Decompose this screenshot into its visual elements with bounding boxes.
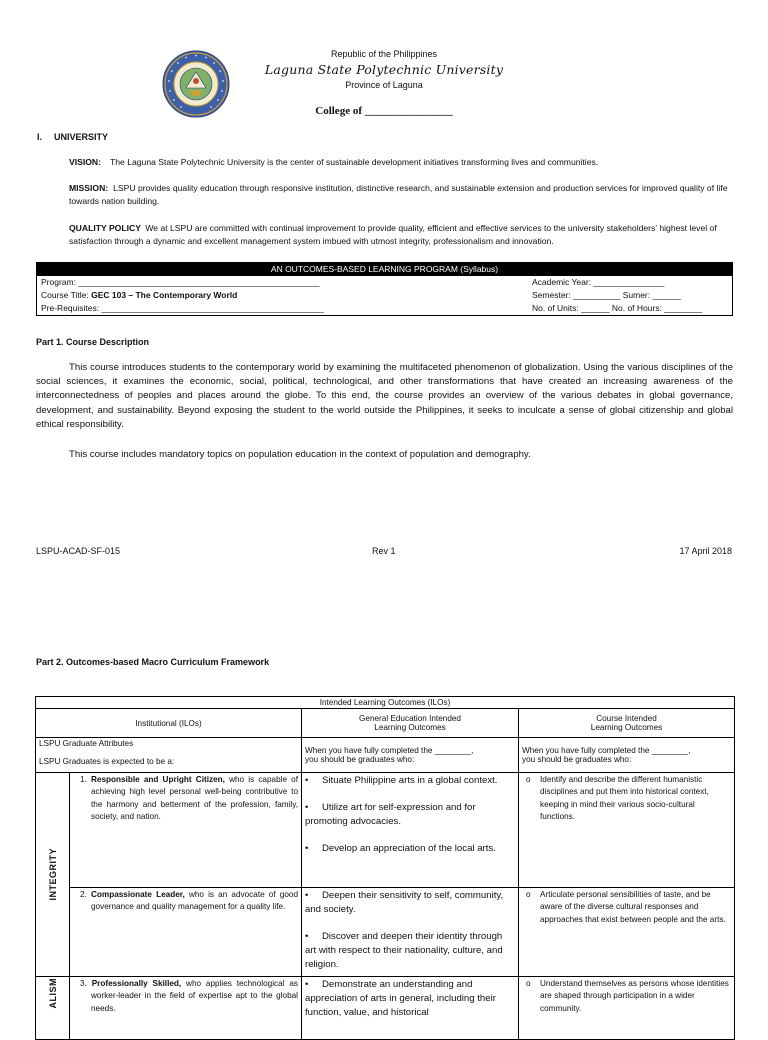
general-ed-completion-line2: you should be graduates who: [305, 755, 415, 764]
part2-heading: Part 2. Outcomes-based Macro Curriculum Framework [36, 657, 270, 667]
col-general-ed-line1: General Education Intended [359, 714, 461, 723]
course-completion-cell [519, 738, 735, 773]
ilo-number: 2. [80, 890, 87, 899]
bullet-icon: • [305, 775, 309, 786]
list-item: o Identify and describe the different humanistic disciplines and put them into historical context, keeping in mind their various socio-cultural functions. [526, 775, 709, 822]
mission-paragraph [69, 182, 733, 208]
republic-line: Republic of the Philippines [330, 49, 438, 59]
list-item: o Articulate personal sensibilities of taste, and be aware of the diverse cultural responses and approaches that exist between people and the arts. [526, 890, 726, 924]
col-institutional-header: Institutional (ILOs) [36, 709, 302, 738]
course-description: This course introduces students to the contemporary world by examining the multifaceted phenomenon of globalization. Using the various disciplines of the social sciences, it examines the economic, social, political, technological, and other transformations that have created an increasing awareness of the interconnectedness of peoples and places around the globe. To this end, the course provides an overview of the various debates in global governance, development, and sustainability. Beyond exposing the student to the world outside the Philippines, it seeks to inculcate a sense of global citizenship and global ethical responsibility. [36, 362, 733, 430]
col-general-ed-header [302, 709, 519, 738]
circle-marker-icon: o [526, 775, 531, 784]
semester-field: Semester: __________ Sumer: ______ [532, 290, 681, 300]
prerequisites-field: Pre-Requisites: _______________________________________________ [41, 303, 324, 313]
col-general-ed-line2: Learning Outcomes [374, 723, 446, 732]
ilo-text: who is capable of achieving high level personal well-being contributive to the harmony and betterment of the profession, family, society, and nation. [91, 775, 298, 822]
course-completion-line2: you should be graduates who: [522, 755, 632, 764]
quality-policy-paragraph [69, 222, 733, 248]
course-outcomes-3 [519, 977, 735, 1040]
graduate-attributes-subtitle: LSPU Graduates is expected to be a: [39, 757, 175, 766]
form-code: LSPU-ACAD-SF-015 [36, 546, 121, 556]
integrity-cell [36, 773, 70, 977]
ilo-table [35, 696, 735, 1040]
institutional-ilo-2 [70, 888, 302, 977]
quality-policy-text: We at LSPU are committed with continual improvement to provide quality, efficient and effective services to the university stakeholders' highest level of satisfaction through a dynamic and excellent management system imbued with utmost integrity, professionalism and innovation. [69, 223, 717, 246]
course-title-field [41, 290, 237, 300]
professionalism-label: ALISM [47, 978, 58, 1009]
bullet-icon: • [305, 802, 309, 813]
revision-label: Rev 1 [372, 546, 396, 556]
vision-text: The Laguna State Polytechnic University is the center of sustainable development initiatives transforming lives and communities. [110, 157, 599, 167]
general-ed-outcomes-2 [302, 888, 519, 977]
university-name: Laguna State Polytechnic University [264, 62, 504, 77]
course-outcomes-1 [519, 773, 735, 888]
circle-marker-icon: o [526, 890, 531, 899]
list-item: • Discover and deepen their identity through art with respect to their nationality, culture, and religion. [305, 931, 503, 970]
quality-policy-label: QUALITY POLICY [69, 223, 141, 233]
ilo-title: Responsible and Upright Citizen, [91, 775, 225, 784]
graduate-attributes-cell [36, 738, 302, 773]
bullet-icon: • [305, 890, 309, 901]
ilo-top-header-row [36, 697, 735, 709]
mandatory-topics-note: This course includes mandatory topics on population education in the context of population and demography. [69, 449, 531, 460]
col-course-header [519, 709, 735, 738]
circle-marker-icon: o [526, 979, 531, 988]
table-row [36, 773, 735, 888]
institutional-ilo-1 [70, 773, 302, 888]
general-ed-completion-cell [302, 738, 519, 773]
list-item: • Demonstrate an understanding and appreciation of arts in general, including their function, value, and historical [305, 979, 496, 1018]
bullet-icon: • [305, 931, 309, 942]
col-course-line2: Learning Outcomes [590, 723, 663, 732]
syllabus-title: AN OUTCOMES-BASED LEARNING PROGRAM (Syllabus) [37, 263, 732, 276]
ilo-column-header-row [36, 709, 735, 738]
section-university-heading [37, 132, 108, 142]
professionalism-cell [36, 977, 70, 1040]
syllabus-info-box [36, 262, 733, 316]
col-course-line1: Course Intended [596, 714, 657, 723]
ilo-text: who applies technological as worker-leader in the field of expertise apt to the global needs. [91, 979, 299, 1013]
course-completion-line1: When you have fully completed the ________, [522, 746, 691, 755]
mission-text: LSPU provides quality education through responsive institution, distinctive research, and sustainable extension and production services for improved quality of life towards nation building. [69, 183, 728, 206]
course-title-value: GEC 103 – The Contemporary World [91, 290, 238, 300]
section-number: I. [37, 132, 43, 142]
graduate-attributes-row [36, 738, 735, 773]
bullet-icon: • [305, 843, 309, 854]
ilo-number: 1. [80, 775, 87, 784]
vision-paragraph [69, 156, 733, 169]
general-ed-outcomes-1 [302, 773, 519, 888]
course-outcomes-2 [519, 888, 735, 977]
units-hours-field: No. of Units: ______ No. of Hours: ________ [532, 303, 703, 313]
revision-date: 17 April 2018 [679, 546, 732, 556]
province-line: Province of Laguna [345, 80, 423, 90]
college-line: College of ________________ [315, 105, 453, 117]
table-row [36, 888, 735, 977]
general-ed-outcomes-3 [302, 977, 519, 1040]
section-title: UNIVERSITY [54, 132, 109, 142]
course-title-label: Course Title: [41, 290, 92, 300]
ilo-title: Compassionate Leader, [91, 890, 185, 899]
part1-heading: Part 1. Course Description [36, 337, 150, 347]
ilo-text: who is an advocate of good governance and quality management for a quality life. [91, 890, 298, 912]
academic-year-field: Academic Year: _______________ [532, 277, 665, 287]
list-item: • Situate Philippine arts in a global context. [305, 775, 498, 786]
ilo-title: Professionally Skilled, [91, 979, 182, 988]
bullet-icon: • [305, 979, 309, 990]
mission-label: MISSION: [69, 183, 109, 193]
program-field: Program: ___________________________________________________ [41, 277, 320, 287]
list-item: • Develop an appreciation of the local arts. [305, 843, 496, 854]
vision-label: VISION: [69, 157, 101, 167]
general-ed-completion-line1: When you have fully completed the ________, [305, 746, 474, 755]
table-row [36, 977, 735, 1040]
list-item: • Deepen their sensitivity to self, community, and society. [305, 890, 504, 915]
ilo-number: 3. [80, 979, 87, 988]
graduate-attributes-title: LSPU Graduate Attributes [39, 739, 134, 748]
integrity-label: INTEGRITY [47, 848, 58, 901]
list-item: o Understand themselves as persons whose identities are shaped through participation in a wider community. [526, 979, 729, 1013]
list-item: • Utilize art for self-expression and for promoting advocacies. [305, 802, 476, 827]
ilo-top-header: Intended Learning Outcomes (ILOs) [36, 697, 735, 709]
institutional-ilo-3 [70, 977, 302, 1040]
